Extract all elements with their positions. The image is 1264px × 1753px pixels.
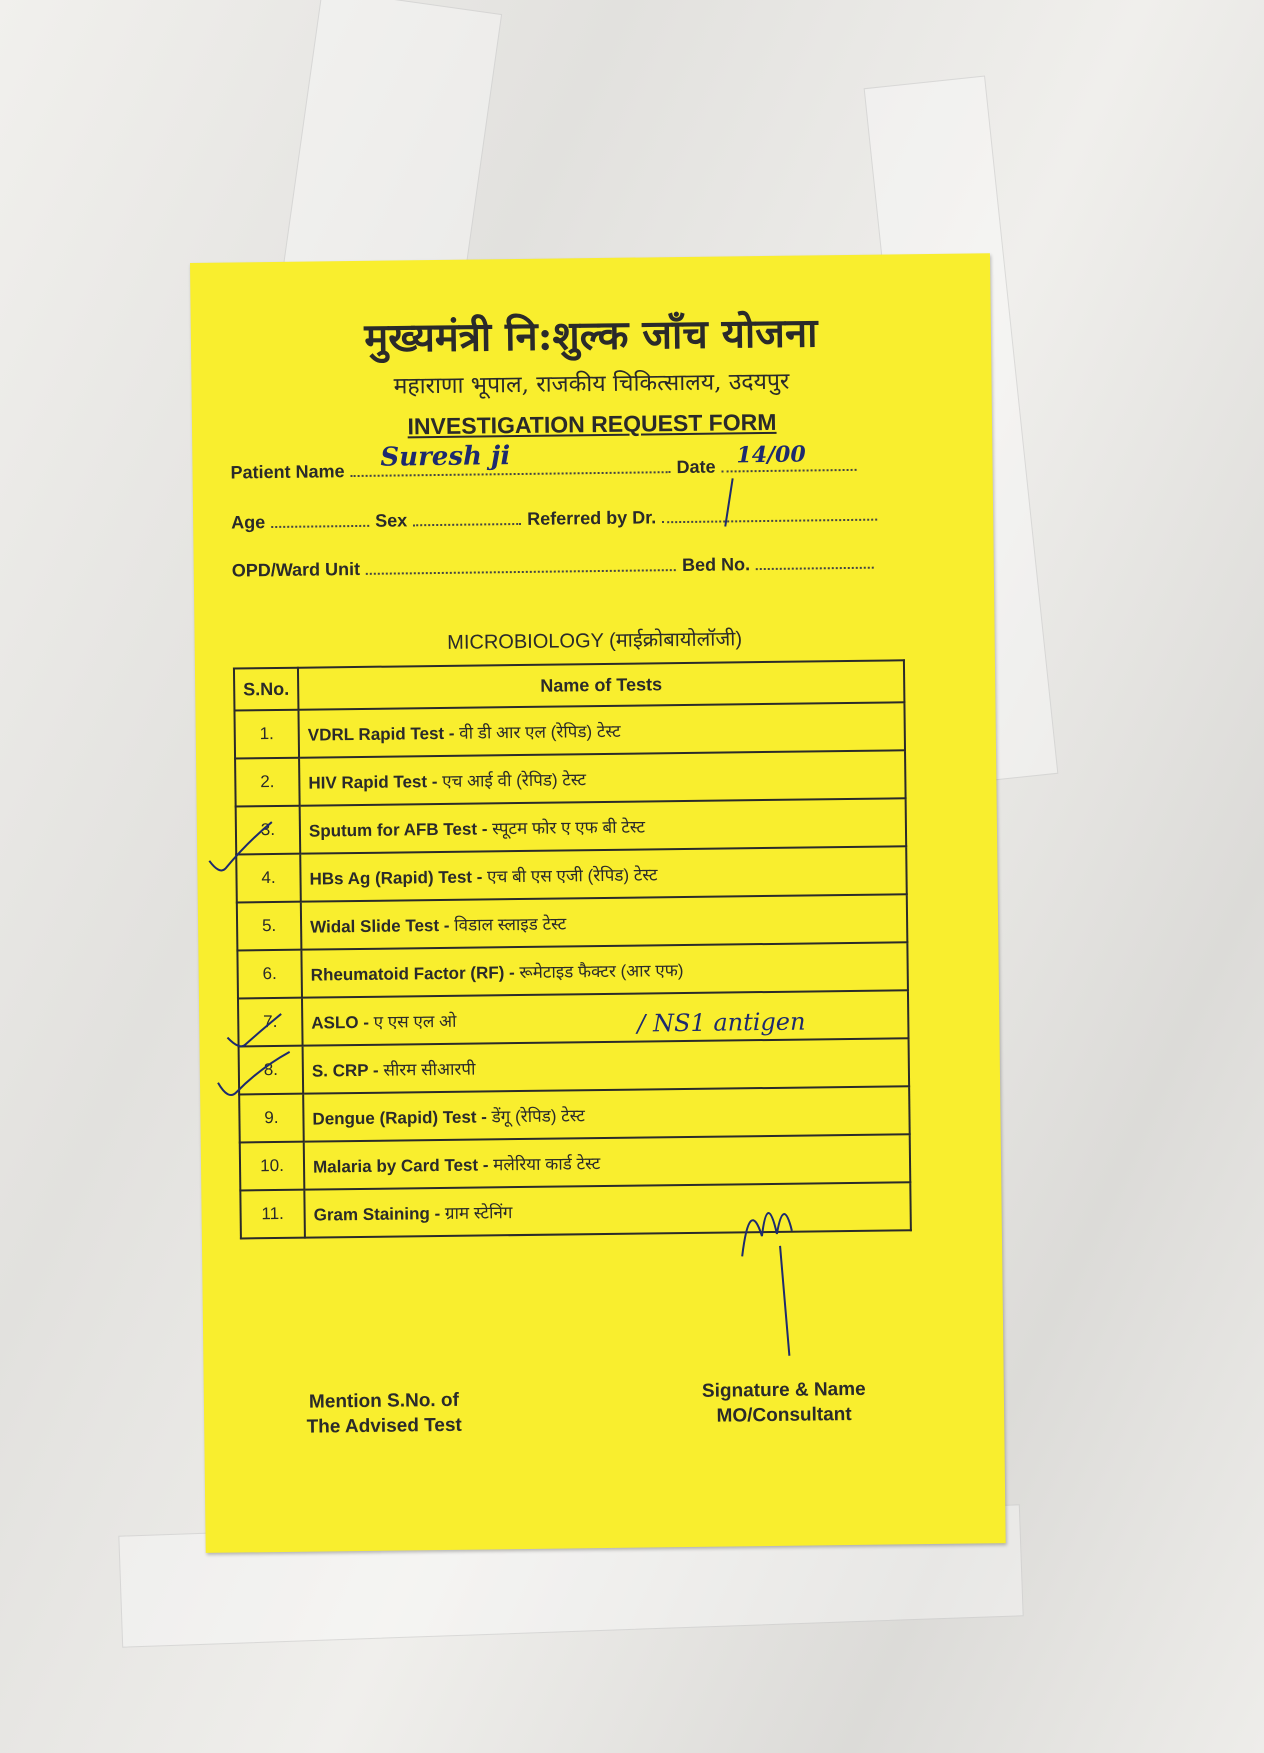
test-name-header: Name of Tests (298, 660, 904, 709)
test-name-hindi: सीरम सीआरपी (383, 1059, 476, 1080)
test-name-hindi: डेंगू (रेपिड) टेस्ट (491, 1105, 586, 1126)
test-name-hindi: वी डी आर एल (रेपिड) टेस्ट (459, 721, 621, 743)
row-sno: 1. (234, 710, 299, 759)
row-sno: 4. (236, 854, 301, 903)
date-stroke (725, 478, 734, 526)
opd-label: OPD/Ward Unit (231, 558, 361, 581)
scheme-title: मुख्यमंत्री नि:शुल्क जाँच योजना (364, 309, 818, 362)
footer-signature (674, 1376, 895, 1429)
test-name-english: ASLO - (311, 1012, 370, 1033)
test-name-english: Rheumatoid Factor (RF) - (310, 962, 515, 985)
test-name-hindi: रूमेटाइड फैक्टर (आर एफ) (519, 960, 684, 982)
test-name-english: Sputum for AFB Test - (308, 818, 488, 841)
signature-mark (742, 1213, 794, 1357)
tick-mark-5 (209, 822, 273, 871)
row-sno: 8. (239, 1046, 304, 1095)
footer-mention-line2: The Advised Test (306, 1414, 462, 1438)
tick-mark-9 (227, 1014, 281, 1047)
section-title: MICROBIOLOGY (माईक्रोबायोलॉजी) (447, 628, 743, 654)
tick-mark-10 (218, 1052, 291, 1095)
row-sno: 2. (235, 758, 300, 807)
referred-label: Referred by Dr. (527, 507, 657, 529)
test-name-english: HIV Rapid Test - (308, 771, 438, 793)
hospital-name: महाराणा भूपाल, राजकीय चिकित्सालय, उदयपुर (393, 368, 790, 400)
sno-header: S.No. (234, 668, 299, 711)
test-name-hindi: मलेरिया कार्ड टेस्ट (493, 1153, 601, 1174)
test-name-hindi: स्पूटम फोर ए एफ बी टेस्ट (492, 816, 646, 838)
age-label: Age (231, 512, 266, 533)
test-name-english: Gram Staining - (313, 1203, 441, 1225)
row-sno: 5. (237, 902, 302, 951)
test-name-hindi: एच बी एस एजी (रेपिड) टेस्ट (486, 864, 658, 886)
row-sno: 6. (237, 950, 302, 999)
bed-label: Bed No. (681, 554, 751, 576)
row-sno: 9. (239, 1094, 304, 1143)
footer-signature-line1: Signature & Name (701, 1378, 866, 1402)
footer-mention (274, 1387, 495, 1440)
row-sno: 11. (240, 1190, 305, 1239)
test-name-english: HBs Ag (Rapid) Test - (309, 866, 483, 889)
row-sno: 3. (236, 806, 301, 855)
investigation-form (190, 253, 1006, 1553)
patient-name-label: Patient Name (230, 461, 345, 483)
test-name-english: Widal Slide Test - (310, 915, 450, 937)
date-label: Date (676, 456, 716, 478)
patient-name-value: Suresh ji (380, 441, 511, 473)
form-title: INVESTIGATION REQUEST FORM (407, 408, 777, 440)
test-name-hindi: ए एस एल ओ (373, 1011, 457, 1032)
handwritten-note: / NS1 antigen (637, 1007, 806, 1038)
footer-signature-line2: MO/Consultant (716, 1404, 852, 1427)
sex-label: Sex (375, 510, 408, 531)
test-name-hindi: एच आई वी (रेपिड) टेस्ट (442, 769, 587, 791)
row-sno: 10. (240, 1142, 305, 1191)
date-value: 14/00 (736, 441, 806, 469)
test-name-english: Dengue (Rapid) Test - (312, 1106, 488, 1129)
row-sno: 7. (238, 998, 303, 1047)
handwriting-overlay (190, 253, 1006, 1553)
test-name-english: VDRL Rapid Test - (307, 723, 455, 745)
test-name-hindi: ग्राम स्टेनिंग (444, 1202, 513, 1223)
test-name-hindi: विडाल स्लाइड टेस्ट (454, 913, 567, 935)
footer-mention-line1: Mention S.No. of (308, 1389, 459, 1413)
test-name-english: Malaria by Card Test - (312, 1154, 489, 1177)
test-name-english: S. CRP - (311, 1060, 379, 1081)
